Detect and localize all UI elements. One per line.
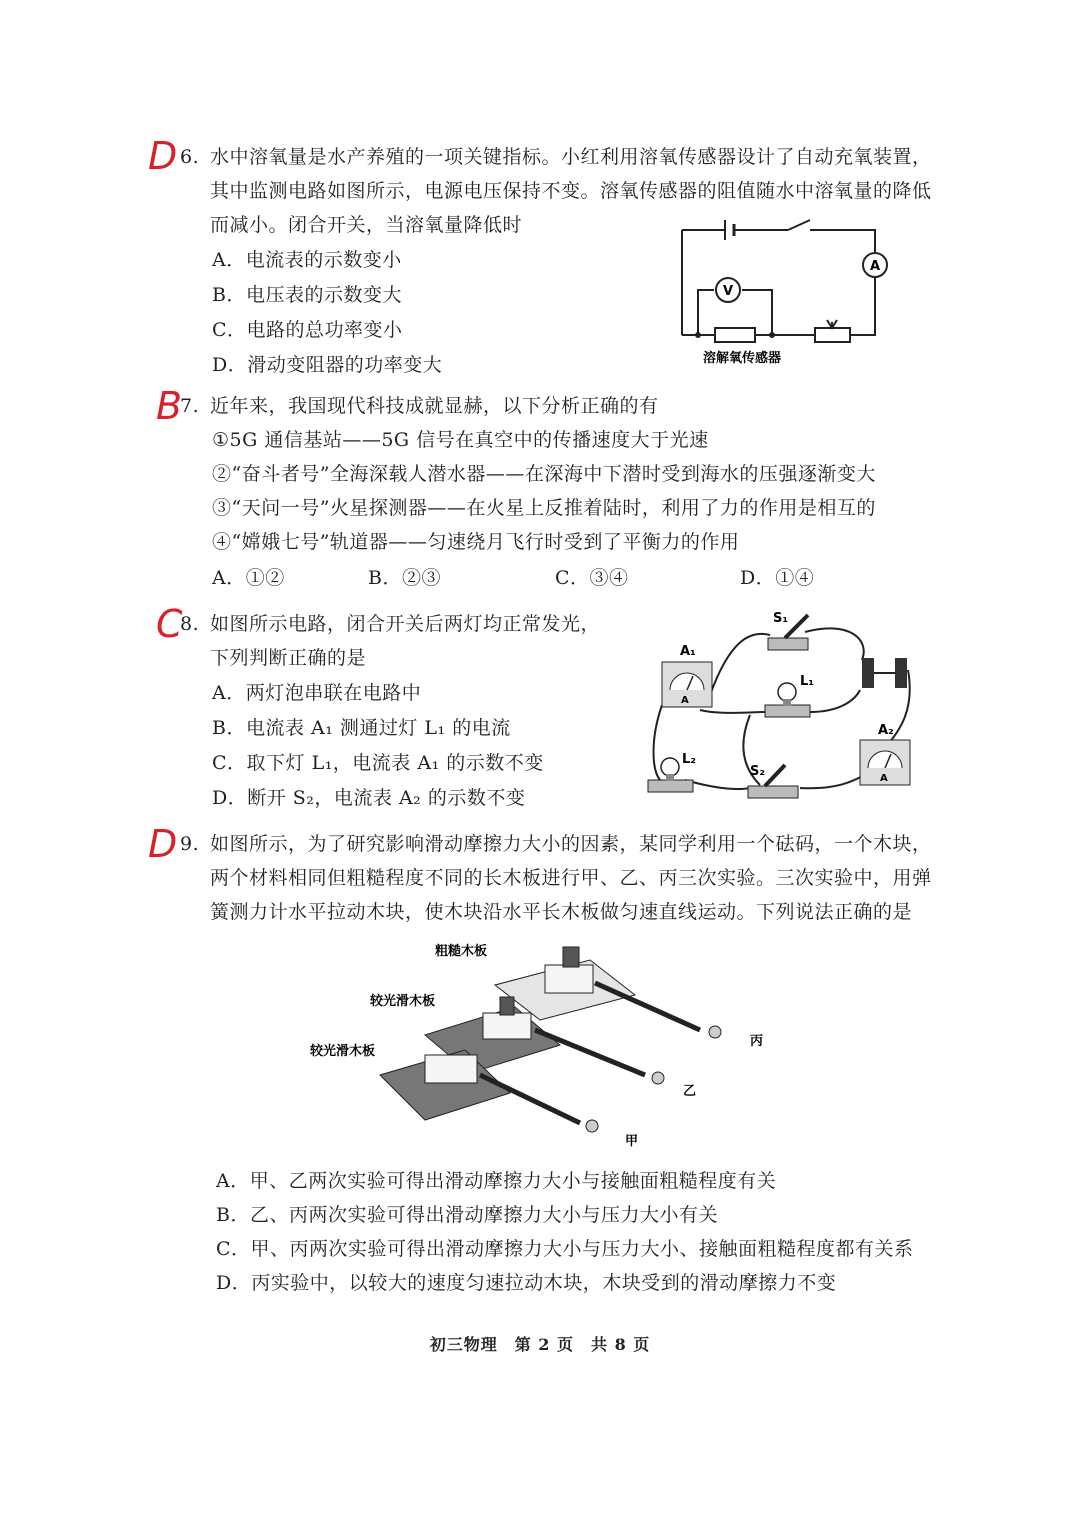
q8-option-b: B．电流表 A₁ 测通过灯 L₁ 的电流 <box>212 717 511 739</box>
q6-ammeter-symbol: A <box>869 259 881 274</box>
q9-label-yi: 乙 <box>683 1084 697 1099</box>
q9-number: 9. <box>180 833 200 855</box>
q6-option-d: D．滑动变阻器的功率变大 <box>212 354 443 376</box>
q7-item-1: ①5G 通信基站——5G 信号在真空中的传播速度大于光速 <box>212 429 709 451</box>
q9-label-smooth-board-2: 较光滑木板 <box>310 1044 376 1059</box>
q8-label-a2: A₂ <box>878 723 894 738</box>
q6-stem-line-2: 其中监测电路如图所示，电源电压保持不变。溶氧传感器的阻值随水中溶氧量的降低 <box>210 180 932 202</box>
q8-label-l1: L₁ <box>800 674 814 689</box>
q8-circuit-photo <box>640 600 920 820</box>
q7-item-4: ④“嫦娥七号”轨道器——匀速绕月飞行时受到了平衡力的作用 <box>212 531 740 553</box>
q9-stem-line-1: 如图所示，为了研究影响滑动摩擦力大小的因素，某同学利用一个砝码，一个木块， <box>210 833 932 855</box>
q8-meter-a1-face: A <box>681 695 689 706</box>
page-footer: 初三物理 第 2 页 共 8 页 <box>429 1335 651 1354</box>
q9-answer-mark: D <box>148 822 178 866</box>
q8-meter-a2-face: A <box>880 773 888 784</box>
q7-option-b: B．②③ <box>368 567 441 589</box>
q7-item-2: ②“奋斗者号”全海深载人潜水器——在深海中下潜时受到海水的压强逐渐变大 <box>212 463 876 485</box>
q6-answer-mark: D <box>148 134 178 178</box>
q7-answer-mark: B <box>156 384 183 428</box>
q6-sensor-label: 溶解氧传感器 <box>702 351 782 366</box>
q9-option-c: C．甲、丙两次实验可得出滑动摩擦力大小与压力大小、接触面粗糙程度都有关系 <box>216 1238 914 1260</box>
q8-stem-line-2: 下列判断正确的是 <box>210 647 367 669</box>
q8-stem-line-1: 如图所示电路，闭合开关后两灯均正常发光， <box>210 613 601 635</box>
q9-stem-line-3: 簧测力计水平拉动木块，使木块沿水平长木板做匀速直线运动。下列说法正确的是 <box>210 901 913 923</box>
q8-number: 8. <box>180 613 200 635</box>
q8-option-d: D．断开 S₂，电流表 A₂ 的示数不变 <box>212 787 526 809</box>
q6-option-a: A．电流表的示数变小 <box>212 249 402 271</box>
q8-label-s2: S₂ <box>750 764 766 779</box>
q7-number: 7. <box>180 395 200 417</box>
q7-option-c: C．③④ <box>555 567 629 589</box>
q9-label-rough-board: 粗糙木板 <box>435 944 488 959</box>
q6-stem-line-1: 水中溶氧量是水产养殖的一项关键指标。小红利用溶氧传感器设计了自动充氧装置， <box>210 146 932 168</box>
q8-option-a: A．两灯泡串联在电路中 <box>212 682 422 704</box>
q9-option-a: A．甲、乙两次实验可得出滑动摩擦力大小与接触面粗糙程度有关 <box>216 1170 777 1192</box>
q8-answer-mark: C <box>156 602 183 646</box>
q6-circuit-diagram <box>670 210 900 380</box>
q7-item-3: ③“天问一号”火星探测器——在火星上反推着陆时，利用了力的作用是相互的 <box>212 497 876 519</box>
q6-voltmeter-symbol: V <box>722 284 734 299</box>
q9-label-smooth-board-1: 较光滑木板 <box>370 994 436 1009</box>
q9-label-bing: 丙 <box>750 1034 764 1049</box>
q9-friction-experiment-figure <box>300 935 780 1155</box>
q9-label-jia: 甲 <box>625 1134 639 1149</box>
q7-option-a: A．①② <box>212 567 285 589</box>
q8-label-l2: L₂ <box>682 752 696 767</box>
q8-option-c: C．取下灯 L₁，电流表 A₁ 的示数不变 <box>212 752 544 774</box>
q9-option-b: B．乙、丙两次实验可得出滑动摩擦力大小与压力大小有关 <box>216 1204 718 1226</box>
q8-label-s1: S₁ <box>773 611 789 626</box>
q6-option-b: B．电压表的示数变大 <box>212 284 402 306</box>
q9-option-d: D．丙实验中，以较大的速度匀速拉动木块，木块受到的滑动摩擦力不变 <box>216 1272 837 1294</box>
q6-number: 6. <box>180 146 200 168</box>
q6-option-c: C．电路的总功率变小 <box>212 319 403 341</box>
q6-stem-line-3: 而减小。闭合开关，当溶氧量降低时 <box>210 214 523 236</box>
q7-option-d: D．①④ <box>740 567 815 589</box>
q8-label-a1: A₁ <box>680 644 696 659</box>
q9-stem-line-2: 两个材料相同但粗糙程度不同的长木板进行甲、乙、丙三次实验。三次实验中，用弹 <box>210 867 932 889</box>
q7-stem: 近年来，我国现代科技成就显赫，以下分析正确的有 <box>210 395 659 417</box>
